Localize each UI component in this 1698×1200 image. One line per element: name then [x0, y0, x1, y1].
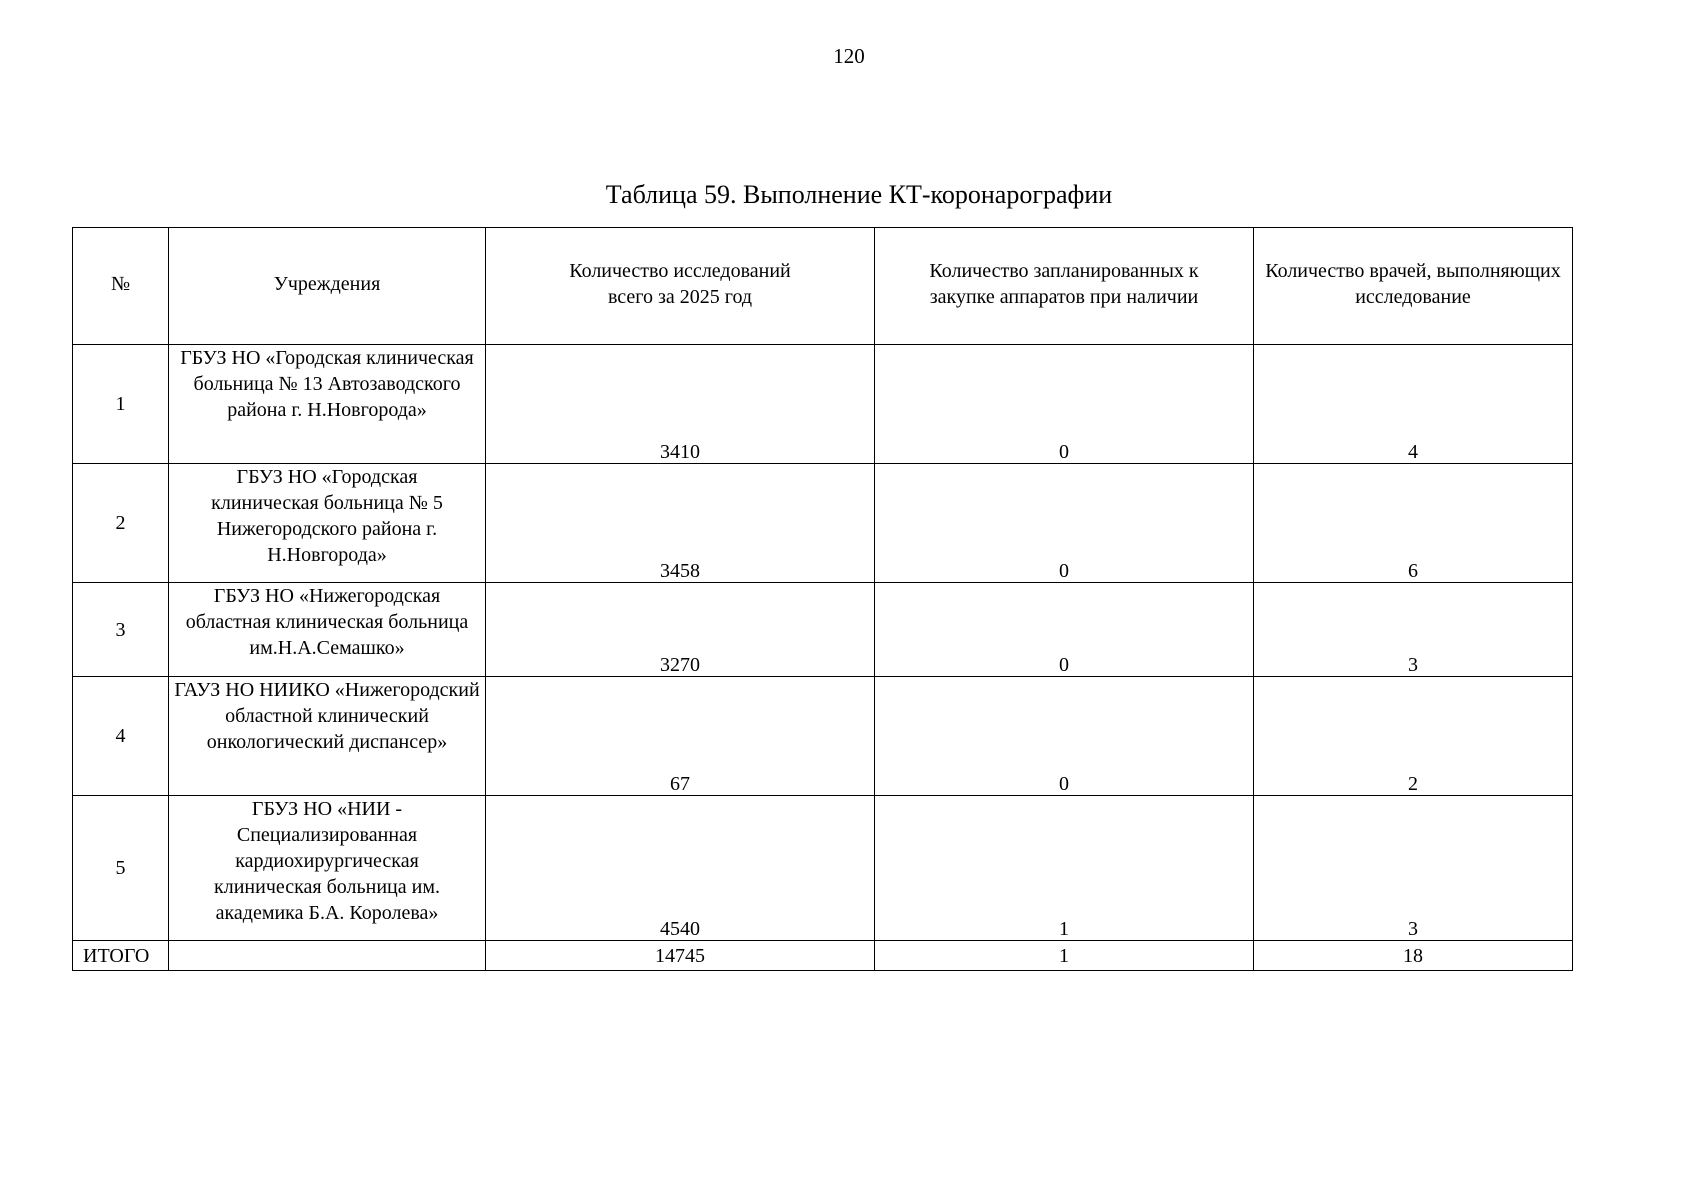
studies-cell: 3270: [486, 583, 875, 677]
row-number: 4: [73, 677, 169, 796]
row-number: 3: [73, 583, 169, 677]
total-devices-cell: 1: [875, 941, 1254, 971]
header-doctors: Количество врачей, выполняющих исследование: [1254, 228, 1573, 345]
row-number: 5: [73, 796, 169, 941]
studies-cell: 3458: [486, 464, 875, 583]
devices-cell: 0: [875, 583, 1254, 677]
header-num: №: [73, 228, 169, 345]
table-row: [73, 345, 1573, 464]
doctors-cell: 4: [1254, 345, 1573, 464]
institution-cell: ГБУЗ НО «Городская клиническая больница № 5 Нижегородского района г. Н.Новгорода»: [169, 464, 486, 583]
header-studies: Количество исследований всего за 2025 год: [486, 228, 875, 345]
devices-cell: 0: [875, 464, 1254, 583]
studies-cell: 67: [486, 677, 875, 796]
doctors-cell: 2: [1254, 677, 1573, 796]
institution-cell: ГАУЗ НО НИИКО «Нижегородский областной клинический онкологический диспансер»: [169, 677, 486, 796]
doctors-cell: 6: [1254, 464, 1573, 583]
devices-cell: 0: [875, 677, 1254, 796]
row-number: 1: [73, 345, 169, 464]
institution-cell: ГБУЗ НО «НИИ - Специализированная кардиохирургическая клиническая больница им. академика Б.А. Королева»: [169, 796, 486, 941]
header-institution: Учреждения: [169, 228, 486, 345]
doctors-cell: 3: [1254, 583, 1573, 677]
institution-cell: ГБУЗ НО «Нижегородская областная клиническая больница им.Н.А.Семашко»: [169, 583, 486, 677]
table-row: [73, 796, 1573, 941]
devices-cell: 0: [875, 345, 1254, 464]
table-row: [73, 677, 1573, 796]
page-number: 120: [833, 44, 865, 68]
studies-cell: 3410: [486, 345, 875, 464]
institution-cell: ГБУЗ НО «Городская клиническая больница № 13 Автозаводского района г. Н.Новгорода»: [169, 345, 486, 464]
total-row: [73, 941, 1573, 971]
table-row: [73, 464, 1573, 583]
total-label: ИТОГО: [73, 941, 169, 971]
studies-cell: 4540: [486, 796, 875, 941]
table-row: [73, 583, 1573, 677]
data-table: [72, 227, 1573, 971]
table-header-row: [73, 228, 1573, 345]
total-institution-cell: [169, 941, 486, 971]
header-devices: Количество запланированных к закупке аппаратов при наличии: [875, 228, 1254, 345]
doctors-cell: 3: [1254, 796, 1573, 941]
row-number: 2: [73, 464, 169, 583]
devices-cell: 1: [875, 796, 1254, 941]
total-doctors-cell: 18: [1254, 941, 1573, 971]
table-title: Таблица 59. Выполнение КТ-коронарографии: [605, 180, 1113, 209]
total-studies-cell: 14745: [486, 941, 875, 971]
